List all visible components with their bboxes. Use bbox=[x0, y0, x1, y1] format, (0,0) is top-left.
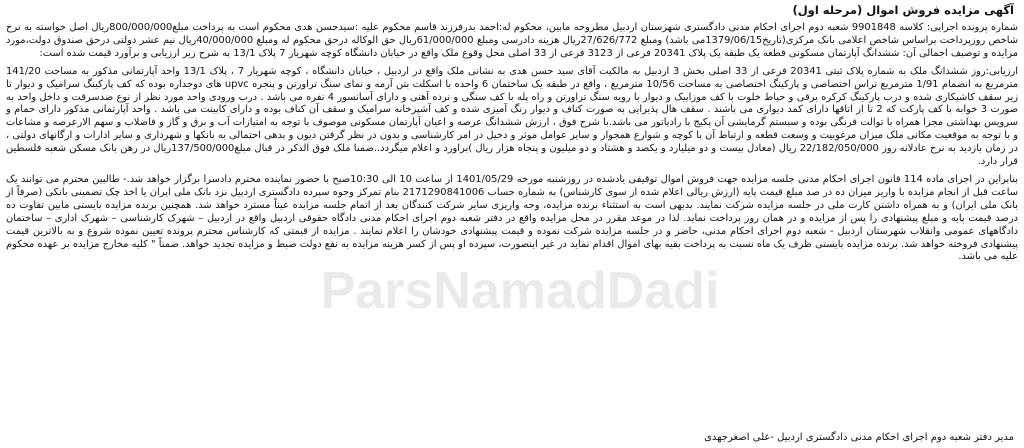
case-details-paragraph: شماره پرونده اجرایی: کلاسه 9901848 شعبه دوم اجرای احکام مدنی دادگستری شهرستان اردبیل مطروحه مابین، محکوم له:احمد بدرفرزند قاسم محکوم علیه :سیدحسن هدی محکوم است به پرداخت مبلغ800/000/000ریال اصل خواسته به نرخ شاخص روزپرداخت براساس شاخص اعلامی بانک مرکزی(تاریخ1379/06/15می باشد) ومبلغ 27/626/772ریال هزینه دادرسی ومبلغ 61/000/000ریال حق الوکاله درحق محکوم له ومبلغ 40/000/000ریال نیم عشر دولتی درحق صندوق دولت،مورد مزایده و توصیف اجمالی آن: ششدانگ آپارتمان مسکونی قطعه یک طبقه یک پلاک 20341 فرعی از 3123 فرعی از 33 اصلی محل وقوع ملک واقع در خیابان دانشگاه کوچه شهریار 7 پلاک 13/1 به شرح زیر ارزیابی و برآورد قیمت شده است: bbox=[6, 22, 1018, 59]
auction-terms-paragraph: بنابراین در اجرای ماده 114 قانون اجرای احکام مدنی جلسه مزایده جهت فروش اموال توقیفی یادشده در روزشنبه مورخه 1401/05/29 از ساعت 10 الی 10:30صبح با حضور نماینده محترم دادسرا برگزار خواهد شد.- طالبین محترم می توانند یک ساعت قبل از انجام مزایده با واریز میزان ده در صد مبلغ قیمت پایه (ارزش ریالی اعلام شده از سوی کارشناس) به شماره حساب 2171290841006 بنام تمرکز وجوه سپرده دادگستری اردبیل نزد بانک ملی ایران یا اخذ چک تضمینی بانکی (صرفاً از بانک ملی ایران) و به همراه داشتن کارت ملی در جلسه مزایده شرکت نمایند. بدیهی است به استثناء برنده مزایده، وجه واریزی سایر شرکت کنندگان بعد از اتمام جلسه مزایده عیناً مسترد خواهد شد. همچنین برنده مزایده بایستی مابین تفاوت ده درصد قیمت پایه و مبلغ پیشنهادی را پس از مزایده و در همان روز پرداخت نماید. لذا در موعد مقرر در محل مزایده واقع در دفتر شعبه دوم اجرای احکام مدنی دادگاه حقوقی اردبیل واقع در اردبیل – شهرک کارشناسی – شهرک اداری – ساختمان دادگاههای عمومی وانقلاب شهرستان اردبیل - شعبه دوم اجرای احکام مدنی، حاضر و در جلسه مزایده شرکت نموده و قیمت پیشنهادی خودشان را اعلام نمایند . مزایده از قیمتی که کارشناس محترم پرونده تعیین نموده شروع و به بالاترین قیمت پیشنهادی فروخته خواهد شد. برنده مزایده بایستی ظرف یک ماه نسبت به پرداخت بقیه بهای اموال اقدام نماید در غیر اینصورت، سپرده او پس از کسر هزینه مزایده به نفع دولت ضبط و مزایده تجدید خواهد. ضمناً " کلیه مخارج مزایده بر عهده محکوم علیه می باشد. bbox=[6, 173, 1019, 263]
appraisal-paragraph: ارزیابی:روز ششدانگ ملک به شماره پلاک ثبتی 20341 فرعی از 33 اصلی بخش 3 اردبیل به مالکیت آقای سید حسن هدی به نشانی ملک واقع در اردبیل ، خیابان دانشگاه ، کوچه شهریار 7 ، پلاک 13/1 واحد آپارتمانی مذکور به مساحت 141/20 مترمربع به انضمام 1/91 مترمربع تراس اختصاصی و پارکینگ اختصاصی به مساحت 10/56 مترمربع ، واقع در طبقه یک ساختمان 6 واحده با اسکلت بتن آرمه و نمای سنگ تراورتن و پنجره upvc های دوجداره بوده که کف پارکینگ سرامیک و دیوار تا زیر سقف کاشیکاری شده و درب پارکینگ کرکره برقی و حیاط خلوت با کف موزاییک و دیوار با رویه سنگ تراورتن و راه پله با کف سنگی و نرده آهنی و دارای آسانسور 4 نفره می باشد . درب ورودی واحد مورد نظر از نوع ضدسرقت و داخل واحد به صورت 3 خوابه با کف پارکت که 2 تا از اتاقها دارای کمد دیواری می باشند . سقف هال پذیرایی به صورت کناف و دیوار رنگ آمیزی شده و کف آشپزخانه سرامیک و سقف آن کناف بوده و دارای کابینت می باشد . واحد آپارتمانی مذکور دارای حمام و سرویس بهداشتی مجزا همراه با توالت فرنگی بوده و سیستم گرمایشی آن پکیج با رادیاتور می باشد.با شرح فوق ، ارزش ششدانگ عرصه و اعیان آپارتمان مسکونی موصوف با توجه به امتیازات آب و برق و گاز و فاضلاب و سهم الارعرصه و مشاعات و با توجه به موقعیت مکانی ملک میزان مرغوبیت و وسعت قطعه و ارتباط آن با کوچه و شوارع همجوار و سایر عوامل موثر و دخیل در امر کارشناسی و بدون در نظر گرفتن دیون و بدهی احتمالی به بانکها و شهرداری و سایر ادارات و ارگانهای دولتی ، در زمان بازدید به نرخ عادلانه روز 22/182/050/000 ریال (معادل بیست و دو میلیارد و یکصد و هشتاد و دو میلیون و پنجاه هزار ریال )براورد و اعلام میگردد..ضمنا ملک فوق الذکر در قبال مبلغ137/500/000ریال در رهن بانک مسکن شعبه فلسطین قرار دارد. bbox=[6, 65, 1019, 168]
signature-line: مدیر دفتر شعبه دوم اجرای احکام مدنی دادگستری اردبیل -علی اصغرجهدی bbox=[704, 432, 1014, 443]
watermark-text: ParsNamadDadi bbox=[320, 262, 720, 320]
notice-title: آگهی مزایده فروش اموال (مرحله اول) bbox=[792, 3, 1014, 17]
